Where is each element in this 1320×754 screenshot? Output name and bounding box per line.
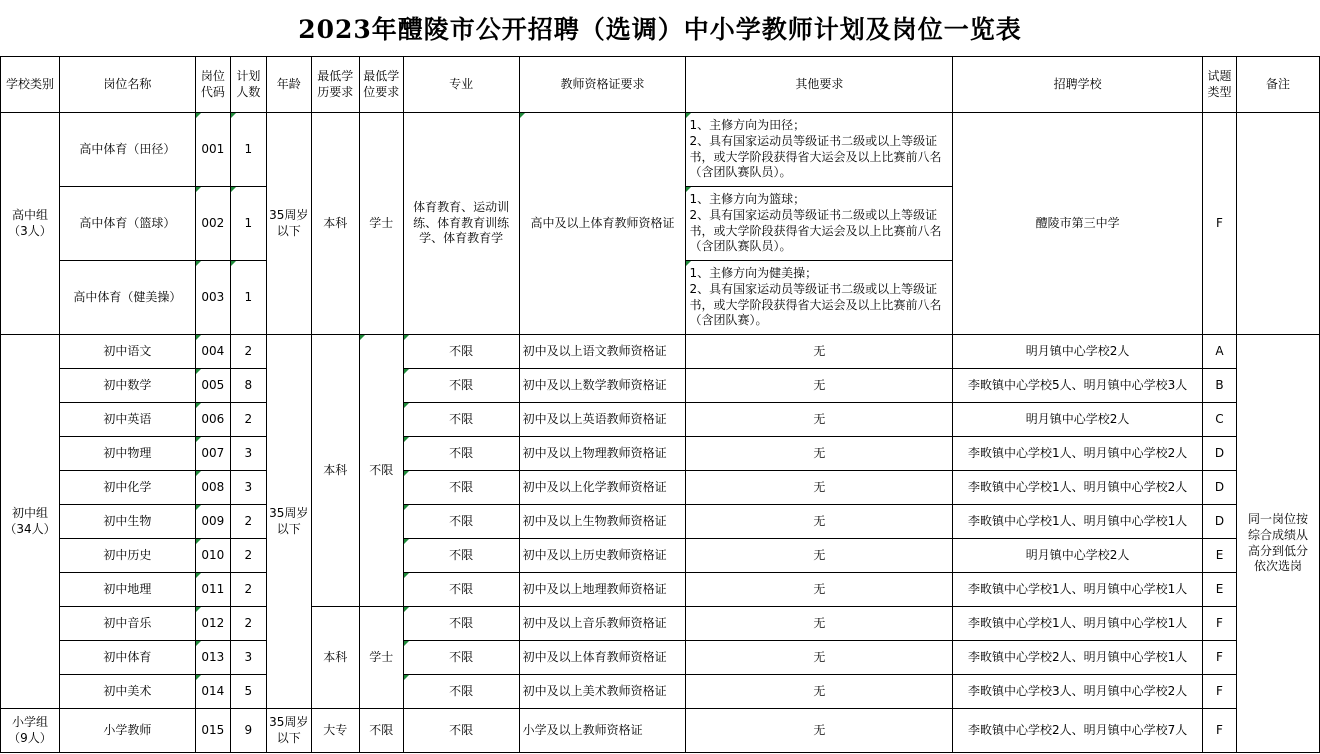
- post-code-cell: 006: [195, 403, 230, 437]
- post-name-cell: 初中历史: [59, 539, 195, 573]
- school-cell: 醴陵市第三中学: [953, 113, 1203, 335]
- table-row: [1, 403, 1320, 437]
- post-name-cell: 初中语文: [59, 335, 195, 369]
- header-school: 招聘学校: [953, 57, 1203, 113]
- other-req-cell: 无: [686, 335, 953, 369]
- table-row: [1, 437, 1320, 471]
- table-row: [1, 113, 1320, 187]
- school-cell: 李畋镇中心学校1人、明月镇中心学校1人: [953, 607, 1203, 641]
- cert-cell: 初中及以上体育教师资格证: [519, 641, 686, 675]
- plan-count-cell: 8: [230, 369, 266, 403]
- exam-cell: A: [1203, 335, 1237, 369]
- plan-count-cell: 2: [230, 539, 266, 573]
- post-name-cell: 初中体育: [59, 641, 195, 675]
- exam-cell: F: [1203, 641, 1237, 675]
- cert-cell: 初中及以上英语教师资格证: [519, 403, 686, 437]
- table-row: [1, 573, 1320, 607]
- header-age: 年龄: [266, 57, 311, 113]
- post-code-cell: 004: [195, 335, 230, 369]
- plan-count-cell: 3: [230, 471, 266, 505]
- school-cell: 李畋镇中心学校1人、明月镇中心学校2人: [953, 471, 1203, 505]
- remark-cell: [1236, 113, 1319, 335]
- post-name-cell: 高中体育（健美操）: [59, 261, 195, 335]
- post-code-cell: 005: [195, 369, 230, 403]
- cert-cell: 初中及以上物理教师资格证: [519, 437, 686, 471]
- other-req-cell: 无: [686, 471, 953, 505]
- post-code-cell: 007: [195, 437, 230, 471]
- major-cell: 不限: [403, 403, 519, 437]
- major-cell: 不限: [403, 437, 519, 471]
- other-req-cell: 无: [686, 403, 953, 437]
- major-cell: 不限: [403, 675, 519, 709]
- post-name-cell: 初中化学: [59, 471, 195, 505]
- post-code-cell: 012: [195, 607, 230, 641]
- degree-cell: 不限: [359, 335, 403, 607]
- plan-count-cell: 3: [230, 641, 266, 675]
- header-school-type: 学校类别: [1, 57, 60, 113]
- cert-cell: 初中及以上历史教师资格证: [519, 539, 686, 573]
- school-cell: 明月镇中心学校2人: [953, 335, 1203, 369]
- other-req-cell: 1、主修方向为健美操； 2、具有国家运动员等级证书二级或以上等级证书，或大学阶段获得省大运会及以上比赛前八名（含团队赛）。: [686, 261, 953, 335]
- exam-cell: D: [1203, 505, 1237, 539]
- school-cell: 李畋镇中心学校1人、明月镇中心学校1人: [953, 573, 1203, 607]
- group-label-cell: 小学组（9人）: [1, 709, 60, 753]
- plan-count-cell: 9: [230, 709, 266, 753]
- cert-cell: 初中及以上语文教师资格证: [519, 335, 686, 369]
- post-code-cell: 008: [195, 471, 230, 505]
- other-req-cell: 无: [686, 539, 953, 573]
- age-cell: 35周岁以下: [266, 709, 311, 753]
- exam-cell: F: [1203, 113, 1237, 335]
- exam-cell: F: [1203, 607, 1237, 641]
- recruitment-table: [0, 56, 1320, 753]
- exam-cell: E: [1203, 539, 1237, 573]
- cert-cell: 初中及以上数学教师资格证: [519, 369, 686, 403]
- table-row: [1, 369, 1320, 403]
- major-cell: 体育教育、运动训练、体育教育训练学、体育教育学: [403, 113, 519, 335]
- other-req-cell: 无: [686, 437, 953, 471]
- other-req-cell: 1、主修方向为篮球； 2、具有国家运动员等级证书二级或以上等级证书，或大学阶段获得省大运会及以上比赛前八名（含团队赛队员）。: [686, 187, 953, 261]
- post-code-cell: 011: [195, 573, 230, 607]
- major-cell: 不限: [403, 471, 519, 505]
- plan-count-cell: 2: [230, 403, 266, 437]
- age-cell: 35周岁以下: [266, 335, 311, 709]
- other-req-cell: 无: [686, 369, 953, 403]
- cert-cell: 初中及以上音乐教师资格证: [519, 607, 686, 641]
- school-cell: 李畋镇中心学校2人、明月镇中心学校1人: [953, 641, 1203, 675]
- table-row: [1, 641, 1320, 675]
- other-req-cell: 无: [686, 573, 953, 607]
- table-row: [1, 471, 1320, 505]
- school-cell: 李畋镇中心学校3人、明月镇中心学校2人: [953, 675, 1203, 709]
- table-row: [1, 675, 1320, 709]
- other-req-cell: 无: [686, 505, 953, 539]
- plan-count-cell: 1: [230, 113, 266, 187]
- school-cell: 李畋镇中心学校1人、明月镇中心学校1人: [953, 505, 1203, 539]
- degree-cell: 学士: [359, 113, 403, 335]
- exam-cell: F: [1203, 709, 1237, 753]
- header-cert: 教师资格证要求: [519, 57, 686, 113]
- header-post-code: 岗位代码: [195, 57, 230, 113]
- plan-count-cell: 1: [230, 187, 266, 261]
- post-code-cell: 009: [195, 505, 230, 539]
- other-req-cell: 无: [686, 607, 953, 641]
- cert-cell: 初中及以上地理教师资格证: [519, 573, 686, 607]
- degree-cell: 学士: [359, 607, 403, 709]
- header-education: 最低学历要求: [311, 57, 359, 113]
- post-name-cell: 初中数学: [59, 369, 195, 403]
- header-row: [1, 57, 1320, 113]
- major-cell: 不限: [403, 573, 519, 607]
- school-cell: 李畋镇中心学校1人、明月镇中心学校2人: [953, 437, 1203, 471]
- exam-cell: F: [1203, 675, 1237, 709]
- age-cell: 35周岁以下: [266, 113, 311, 335]
- post-name-cell: 初中英语: [59, 403, 195, 437]
- post-name-cell: 高中体育（田径）: [59, 113, 195, 187]
- cert-cell: 初中及以上美术教师资格证: [519, 675, 686, 709]
- post-name-cell: 初中音乐: [59, 607, 195, 641]
- plan-count-cell: 5: [230, 675, 266, 709]
- post-name-cell: 高中体育（篮球）: [59, 187, 195, 261]
- cert-cell: 小学及以上教师资格证: [519, 709, 686, 753]
- major-cell: 不限: [403, 369, 519, 403]
- plan-count-cell: 2: [230, 573, 266, 607]
- group-label-cell: 初中组（34人）: [1, 335, 60, 709]
- school-cell: 李畋镇中心学校5人、明月镇中心学校3人: [953, 369, 1203, 403]
- major-cell: 不限: [403, 709, 519, 753]
- group-label-cell: 高中组（3人）: [1, 113, 60, 335]
- cert-cell: 初中及以上生物教师资格证: [519, 505, 686, 539]
- post-name-cell: 初中地理: [59, 573, 195, 607]
- header-other: 其他要求: [686, 57, 953, 113]
- education-cell: 本科: [311, 607, 359, 709]
- exam-cell: B: [1203, 369, 1237, 403]
- header-remark: 备注: [1236, 57, 1319, 113]
- page-title: 2023年醴陵市公开招聘（选调）中小学教师计划及岗位一览表: [298, 15, 1022, 44]
- major-cell: 不限: [403, 607, 519, 641]
- school-cell: 明月镇中心学校2人: [953, 403, 1203, 437]
- post-code-cell: 013: [195, 641, 230, 675]
- table-row: [1, 607, 1320, 641]
- major-cell: 不限: [403, 335, 519, 369]
- post-code-cell: 014: [195, 675, 230, 709]
- plan-count-cell: 2: [230, 335, 266, 369]
- header-plan-count: 计划人数: [230, 57, 266, 113]
- header-degree: 最低学位要求: [359, 57, 403, 113]
- school-cell: 明月镇中心学校2人: [953, 539, 1203, 573]
- header-post-name: 岗位名称: [59, 57, 195, 113]
- plan-count-cell: 2: [230, 505, 266, 539]
- exam-cell: D: [1203, 437, 1237, 471]
- other-req-cell: 1、主修方向为田径； 2、具有国家运动员等级证书二级或以上等级证书，或大学阶段获得省大运会及以上比赛前八名（含团队赛队员）。: [686, 113, 953, 187]
- post-name-cell: 小学教师: [59, 709, 195, 753]
- major-cell: 不限: [403, 539, 519, 573]
- plan-count-cell: 1: [230, 261, 266, 335]
- remark-cell: 同一岗位按综合成绩从高分到低分依次选岗: [1236, 335, 1319, 753]
- other-req-cell: 无: [686, 709, 953, 753]
- post-code-cell: 015: [195, 709, 230, 753]
- cert-cell: 初中及以上化学教师资格证: [519, 471, 686, 505]
- table-row: [1, 539, 1320, 573]
- exam-cell: D: [1203, 471, 1237, 505]
- table-row: [1, 709, 1320, 753]
- exam-cell: C: [1203, 403, 1237, 437]
- post-name-cell: 初中美术: [59, 675, 195, 709]
- table-row: [1, 505, 1320, 539]
- major-cell: 不限: [403, 505, 519, 539]
- post-code-cell: 010: [195, 539, 230, 573]
- table-row: [1, 335, 1320, 369]
- other-req-cell: 无: [686, 641, 953, 675]
- post-code-cell: 003: [195, 261, 230, 335]
- plan-count-cell: 3: [230, 437, 266, 471]
- school-cell: 李畋镇中心学校2人、明月镇中心学校7人: [953, 709, 1203, 753]
- post-code-cell: 002: [195, 187, 230, 261]
- education-cell: 本科: [311, 335, 359, 607]
- major-cell: 不限: [403, 641, 519, 675]
- post-name-cell: 初中物理: [59, 437, 195, 471]
- plan-count-cell: 2: [230, 607, 266, 641]
- header-exam: 试题类型: [1203, 57, 1237, 113]
- cert-cell: 高中及以上体育教师资格证: [519, 113, 686, 335]
- post-name-cell: 初中生物: [59, 505, 195, 539]
- exam-cell: E: [1203, 573, 1237, 607]
- other-req-cell: 无: [686, 675, 953, 709]
- degree-cell: 不限: [359, 709, 403, 753]
- header-major: 专业: [403, 57, 519, 113]
- education-cell: 大专: [311, 709, 359, 753]
- post-code-cell: 001: [195, 113, 230, 187]
- education-cell: 本科: [311, 113, 359, 335]
